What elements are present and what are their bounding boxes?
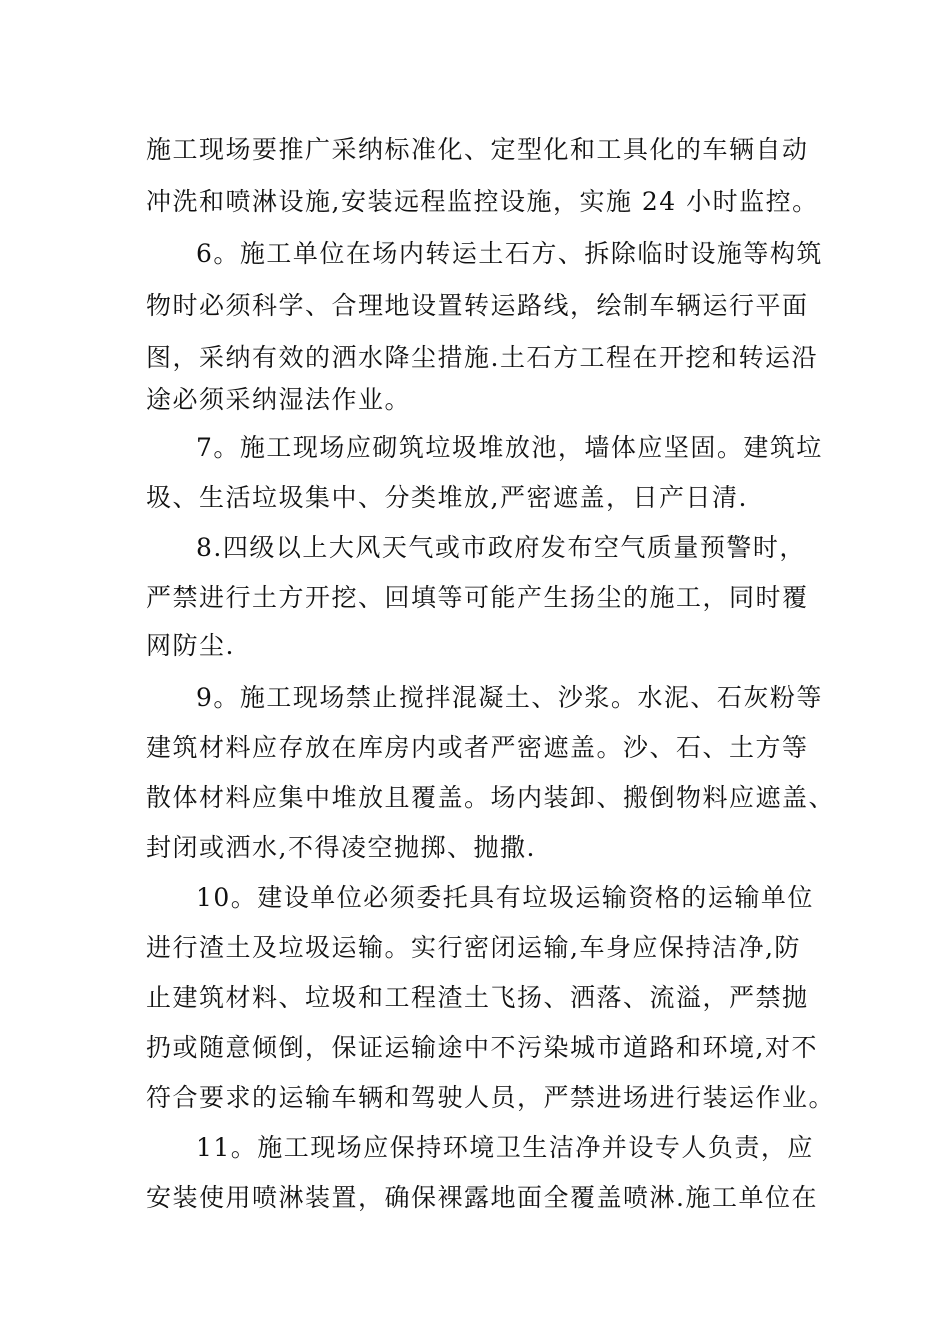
text-line: 止建筑材料、垃圾和工程渣土飞扬、洒落、流溢，严禁抛 bbox=[146, 983, 809, 1012]
text-line: 施工现场要推广采纳标准化、定型化和工具化的车辆自动 bbox=[146, 135, 809, 164]
text-line: 途必须采纳湿法作业。 bbox=[146, 385, 412, 414]
text-line: 物时必须科学、合理地设置转运路线，绘制车辆运行平面 bbox=[146, 291, 809, 320]
paragraph-9-start: 9。施工现场禁止搅拌混凝土、沙浆。水泥、石灰粉等 bbox=[196, 683, 823, 712]
text-line: 严禁进行土方开挖、回填等可能产生扬尘的施工，同时覆 bbox=[146, 583, 809, 612]
text-line: 封闭或洒水,不得凌空抛掷、抛撒. bbox=[146, 833, 536, 862]
text-line: 建筑材料应存放在库房内或者严密遮盖。沙、石、土方等 bbox=[146, 733, 809, 762]
paragraph-10-start: 10。建设单位必须委托具有垃圾运输资格的运输单位 bbox=[196, 883, 814, 912]
text-line: 扔或随意倾倒，保证运输途中不污染城市道路和环境,对不 bbox=[146, 1033, 818, 1062]
paragraph-11-start: 11。施工现场应保持环境卫生洁净并设专人负责，应 bbox=[196, 1133, 814, 1162]
paragraph-7-start: 7。施工现场应砌筑垃圾堆放池，墙体应坚固。建筑垃 bbox=[196, 433, 823, 462]
paragraph-6-start: 6。施工单位在场内转运土石方、拆除临时设施等构筑 bbox=[196, 239, 823, 268]
text-line: 圾、生活垃圾集中、分类堆放,严密遮盖，日产日清. bbox=[146, 483, 748, 512]
text-line: 冲洗和喷淋设施,安装远程监控设施，实施 24 小时监控。 bbox=[146, 187, 819, 216]
paragraph-8-start: 8.四级以上大风天气或市政府发布空气质量预警时， bbox=[196, 533, 806, 562]
text-line: 网防尘. bbox=[146, 631, 235, 660]
text-line: 安装使用喷淋装置，确保裸露地面全覆盖喷淋.施工单位在 bbox=[146, 1183, 818, 1212]
text-line: 进行渣土及垃圾运输。实行密闭运输,车身应保持洁净,防 bbox=[146, 933, 801, 962]
text-line: 符合要求的运输车辆和驾驶人员，严禁进场进行装运作业。 bbox=[146, 1083, 836, 1112]
text-line: 图，采纳有效的洒水降尘措施.土石方工程在开挖和转运沿 bbox=[146, 343, 818, 372]
text-line: 散体材料应集中堆放且覆盖。场内装卸、搬倒物料应遮盖、 bbox=[146, 783, 836, 812]
